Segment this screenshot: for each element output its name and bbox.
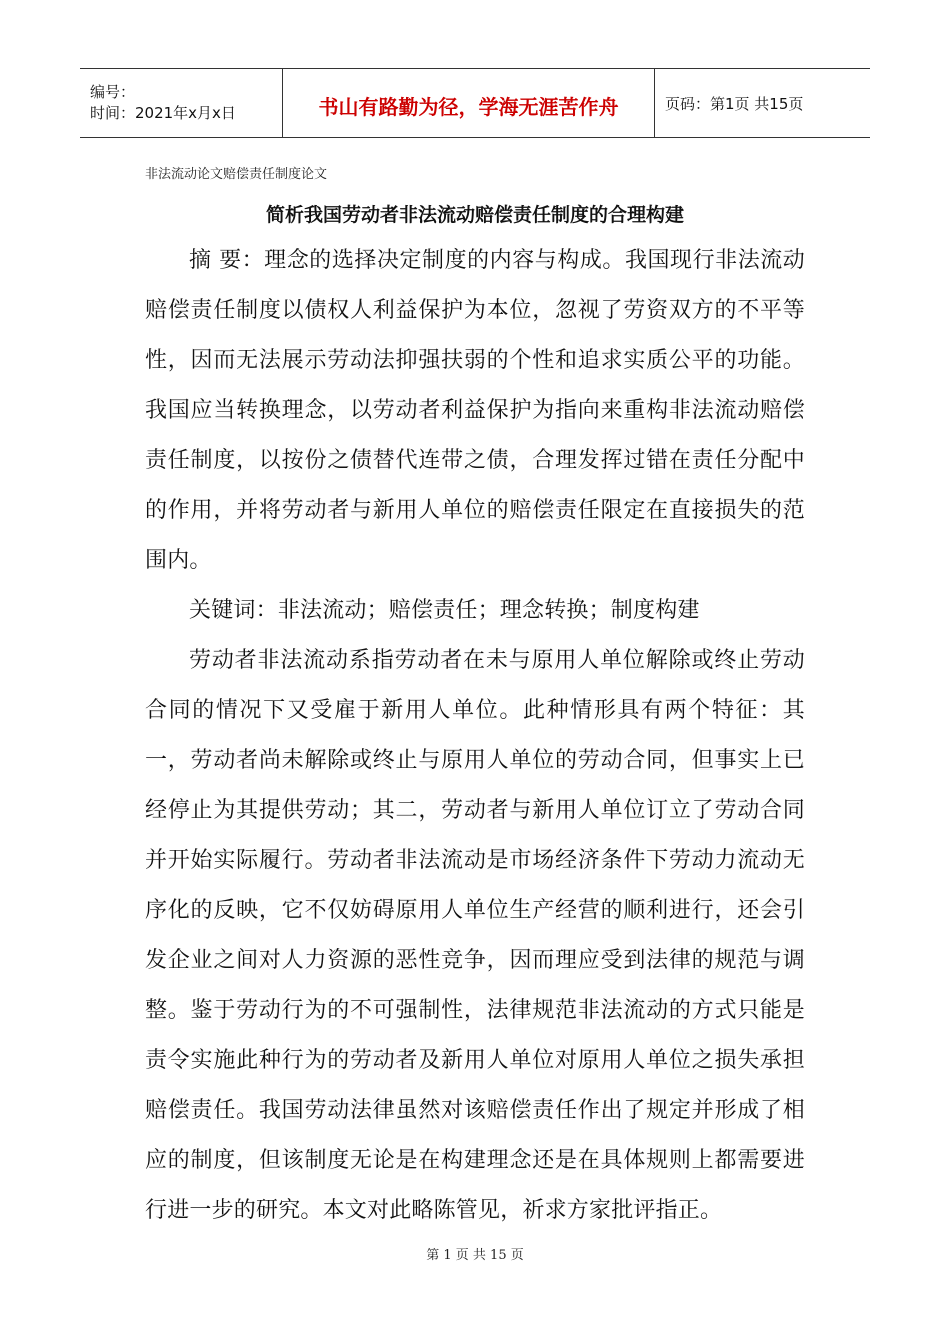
keywords-paragraph: 关键词：非法流动；赔偿责任；理念转换；制度构建	[189, 598, 700, 623]
header-motto-cell	[282, 69, 655, 137]
header-page-cell	[655, 69, 870, 137]
document-body	[145, 236, 805, 1236]
document-header	[80, 68, 870, 138]
serial-number-label: 编号：	[90, 83, 136, 101]
document-title: 简析我国劳动者非法流动赔偿责任制度的合理构建	[265, 204, 684, 226]
body-paragraph: 劳动者非法流动系指劳动者在未与原用人单位解除或终止劳动合同的情况下又受雇于新用人单位。此种情形具有两个特征：其一，劳动者尚未解除或终止与原用人单位的劳动合同，但事实上已经停止为其提供劳动；其二，劳动者与新用人单位订立了劳动合同并开始实际履行。劳动者非法流动是市场经济条件下劳动力流动无序化的反映，它不仅妨碍原用人单位生产经营的顺利进行，还会引发企业之间对人力资源的恶性竞争，因而理应受到法律的规范与调整。鉴于劳动行为的不可强制性，法律规范非法流动的方式只能是责令实施此种行为的劳动者及新用人单位对原用人单位之损失承担赔偿责任。我国劳动法律虽然对该赔偿责任作出了规定并形成了相应的制度，但该制度无论是在构建理念还是在具体规则上都需要进行进一步的研究。本文对此略陈管见，祈求方家批评指正。	[145, 648, 805, 1223]
motto-text: 书山有路勤为径，学海无涯苦作舟	[318, 94, 619, 119]
page-footer: 第 1 页 共 15 页	[426, 1248, 524, 1263]
abstract-paragraph: 摘 要：理念的选择决定制度的内容与构成。我国现行非法流动赔偿责任制度以债权人利益保护为本位，忽视了劳资双方的不平等性，因而无法展示劳动法抑强扶弱的个性和追求实质公平的功能。我国应当转换理念，以劳动者利益保护为指向来重构非法流动赔偿责任制度，以按份之债替代连带之债，合理发挥过错在责任分配中的作用，并将劳动者与新用人单位的赔偿责任限定在直接损失的范围内。	[145, 248, 805, 573]
document-subtitle: 非法流动论文赔偿责任制度论文	[145, 167, 328, 182]
time-label: 时间：2021年x月x日	[90, 104, 236, 122]
page-info: 页码：第1页 共15页	[665, 94, 804, 113]
header-meta-cell	[80, 69, 282, 137]
